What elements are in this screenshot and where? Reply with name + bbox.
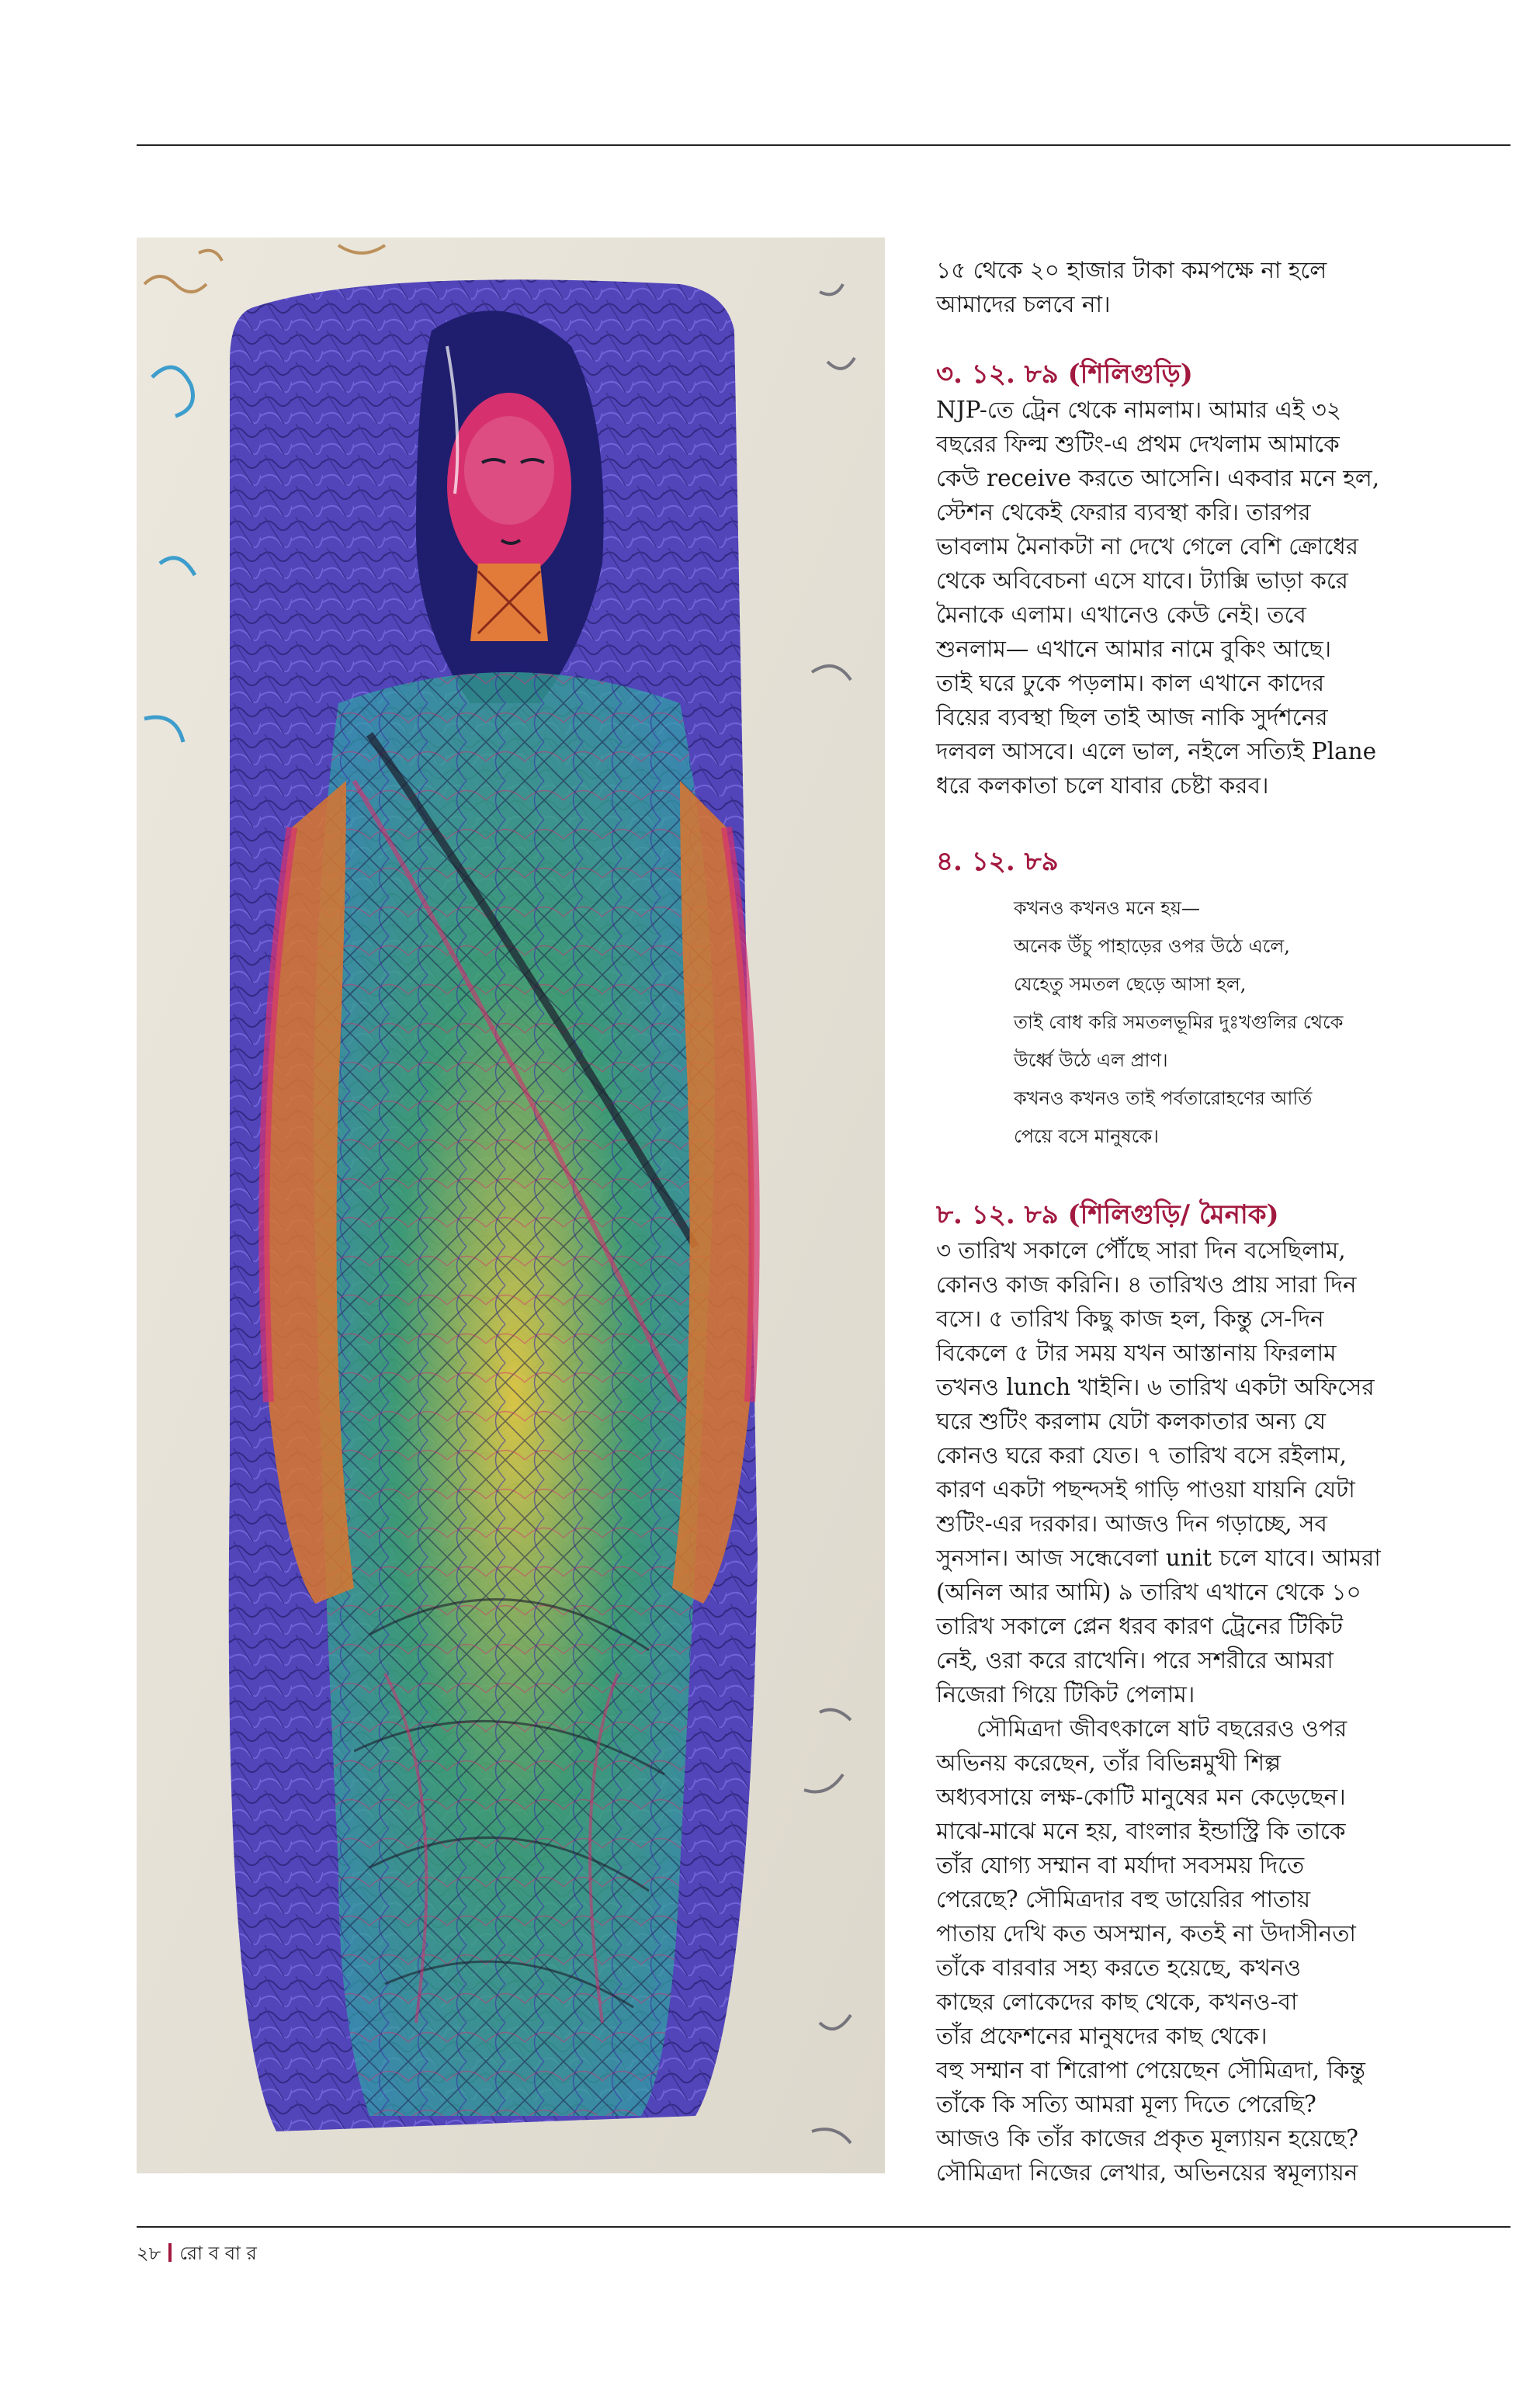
poem-line: তাই বোধ করি সমতলভূমির দুঃখগুলির থেকে	[1014, 1011, 1344, 1033]
text-line: বিকেলে ৫ টার সময় যখন আস্তানায় ফিরলাম	[936, 1340, 1337, 1366]
page-number: ২৮	[137, 2242, 161, 2264]
footer-divider	[168, 2243, 172, 2262]
text-line: পাতায় দেখি কত অসম্মান, কতই না উদাসীনতা	[936, 1920, 1356, 1947]
text-line: নেই, ওরা করে রাখেনি। পরে সশরীরে আমরা	[936, 1647, 1334, 1673]
text-line: কেউ receive করতে আসেনি। একবার মনে হল,	[936, 465, 1380, 491]
text-line: তাঁকে বারবার সহ্য করতে হয়েছে, কখনও	[936, 1954, 1302, 1981]
text-line: কোনও ঘরে করা যেত। ৭ তারিখ বসে রইলাম,	[936, 1442, 1348, 1469]
text-line: বসে। ৫ তারিখ কিছু কাজ হল, কিন্তু সে-দিন	[936, 1306, 1324, 1332]
text-line: পেরেছে? সৌমিত্রদার বহু ডায়েরির পাতায়	[936, 1886, 1311, 1913]
text-line: মৈনাকে এলাম। এখানেও কেউ নেই। তবে	[936, 602, 1306, 628]
text-line: ঘরে শুটিং করলাম যেটা কলকাতার অন্য যে	[936, 1408, 1326, 1434]
magazine-name: রো ব বা র	[179, 2242, 257, 2264]
poem-block	[1014, 890, 1495, 1156]
poem-line: যেহেতু সমতল ছেড়ে আসা হল,	[1014, 973, 1247, 995]
text-line: শুটিং-এর দরকার। আজও দিন গড়াচ্ছে, সব	[936, 1510, 1327, 1537]
text-line: তাঁর প্রফেশনের মানুষদের কাছ থেকে।	[936, 2023, 1268, 2049]
sketch-woman-in-saree-icon	[137, 238, 885, 2173]
text-line: সুনসান। আজ সন্ধেবেলা unit চলে যাবে। আমরা	[936, 1545, 1381, 1571]
diary-entry-body	[936, 393, 1495, 803]
text-line: শুনলাম— এখানে আমার নামে বুকিং আছে।	[936, 636, 1331, 662]
text-line: (অনিল আর আমি) ৯ তারিখ এখানে থেকে ১০	[936, 1579, 1361, 1605]
text-line: তখনও lunch খাইনি। ৬ তারিখ একটা অফিসের	[936, 1374, 1375, 1400]
poem-line: কখনও কখনও মনে হয়—	[1014, 897, 1201, 919]
text-line: ১৫ থেকে ২০ হাজার টাকা কমপক্ষে না হলে	[936, 257, 1327, 283]
text-line: আজও কি তাঁর কাজের প্রকৃত মূল্যায়ন হয়েছে?	[936, 2125, 1358, 2152]
text-line: ৩ তারিখ সকালে পৌঁছে সারা দিন বসেছিলাম,	[936, 1237, 1346, 1264]
intro-paragraph	[936, 253, 1495, 321]
text-line: NJP-তে ট্রেন থেকে নামলাম। আমার এই ৩২	[936, 397, 1342, 423]
text-line: কারণ একটা পছন্দসই গাড়ি পাওয়া যায়নি যেটা	[936, 1476, 1355, 1503]
poem-line: উর্ধ্বে উঠে এল প্রাণ।	[1014, 1049, 1168, 1071]
poem-line: পেয়ে বসে মানুষকে।	[1014, 1125, 1159, 1147]
text-line: তারিখ সকালে প্লেন ধরব কারণ ট্রেনের টিকিট	[936, 1613, 1343, 1639]
text-line: সৌমিত্রদা নিজের লেখার, অভিনয়ের স্বমূল্যায়ন	[936, 2159, 1358, 2186]
text-line: কাছের লোকেদের কাছ থেকে, কখনও-বা	[936, 1989, 1298, 2015]
essay-paragraph	[936, 1712, 1495, 2190]
text-line: ভাবলাম মৈনাকটা না দেখে গেলে বেশি ক্রোধের	[936, 533, 1358, 560]
poem-line: অনেক উঁচু পাহাড়ের ওপর উঠে এলে,	[1014, 935, 1290, 957]
text-line: তাই ঘরে ঢুকে পড়লাম। কাল এখানে কাদের	[936, 670, 1325, 696]
text-line: অভিনয় করেছেন, তাঁর বিভিন্নমুখী শিল্প	[936, 1750, 1282, 1776]
text-line: কোনও কাজ করিনি। ৪ তারিখও প্রায় সারা দিন	[936, 1271, 1357, 1298]
text-line: থেকে অবিবেচনা এসে যাবে। ট্যাক্সি ভাড়া করে	[936, 567, 1348, 594]
text-line: নিজেরা গিয়ে টিকিট পেলাম।	[936, 1681, 1195, 1708]
text-line: অধ্যবসায়ে লক্ষ-কোটি মানুষের মন কেড়েছেন।	[936, 1784, 1346, 1810]
text-line: তাঁর যোগ্য সম্মান বা মর্যাদা সবসময় দিতে	[936, 1852, 1305, 1878]
text-line: তাঁকে কি সত্যি আমরা মূল্য দিতে পেরেছি?	[936, 2091, 1316, 2117]
diary-entry-body	[936, 1233, 1495, 1712]
text-line: মাঝে-মাঝে মনে হয়, বাংলার ইন্ডাস্ট্রি কি তাকে	[936, 1818, 1346, 1844]
text-line: ধরে কলকাতা চলে যাবার চেষ্টা করব।	[936, 772, 1269, 799]
diary-entry-heading: ৮. ১২. ৮৯ (শিলিগুড়ি/ মৈনাক)	[936, 1199, 1279, 1230]
poem-line: কখনও কখনও তাই পর্বতারোহণের আর্তি	[1014, 1087, 1313, 1109]
bottom-rule	[137, 2226, 1511, 2228]
text-line: আমাদের চলবে না।	[936, 291, 1111, 317]
text-line: বছরের ফিল্ম শুটিং-এ প্রথম দেখলাম আমাকে	[936, 431, 1340, 457]
text-line: সৌমিত্রদা জীবৎকালে ষাট বছরেরও ওপর	[976, 1715, 1348, 1742]
diary-entry-heading: ৩. ১২. ৮৯ (শিলিগুড়ি)	[936, 359, 1193, 390]
text-column	[936, 253, 1495, 2190]
sketch-illustration	[137, 238, 885, 2173]
diary-entry-heading: ৪. ১২. ৮৯	[936, 846, 1059, 877]
text-line: দলবল আসবে। এলে ভাল, নইলে সত্যিই Plane	[936, 738, 1377, 765]
page-footer	[137, 2240, 257, 2266]
text-line: স্টেশন থেকেই ফেরার ব্যবস্থা করি। তারপর	[936, 499, 1311, 525]
text-line: বিয়ের ব্যবস্থা ছিল তাই আজ নাকি সুর্দশনের	[936, 704, 1328, 730]
top-rule	[137, 144, 1511, 146]
text-line: বহু সম্মান বা শিরোপা পেয়েছেন সৌমিত্রদা, কিন্তু	[936, 2057, 1365, 2083]
